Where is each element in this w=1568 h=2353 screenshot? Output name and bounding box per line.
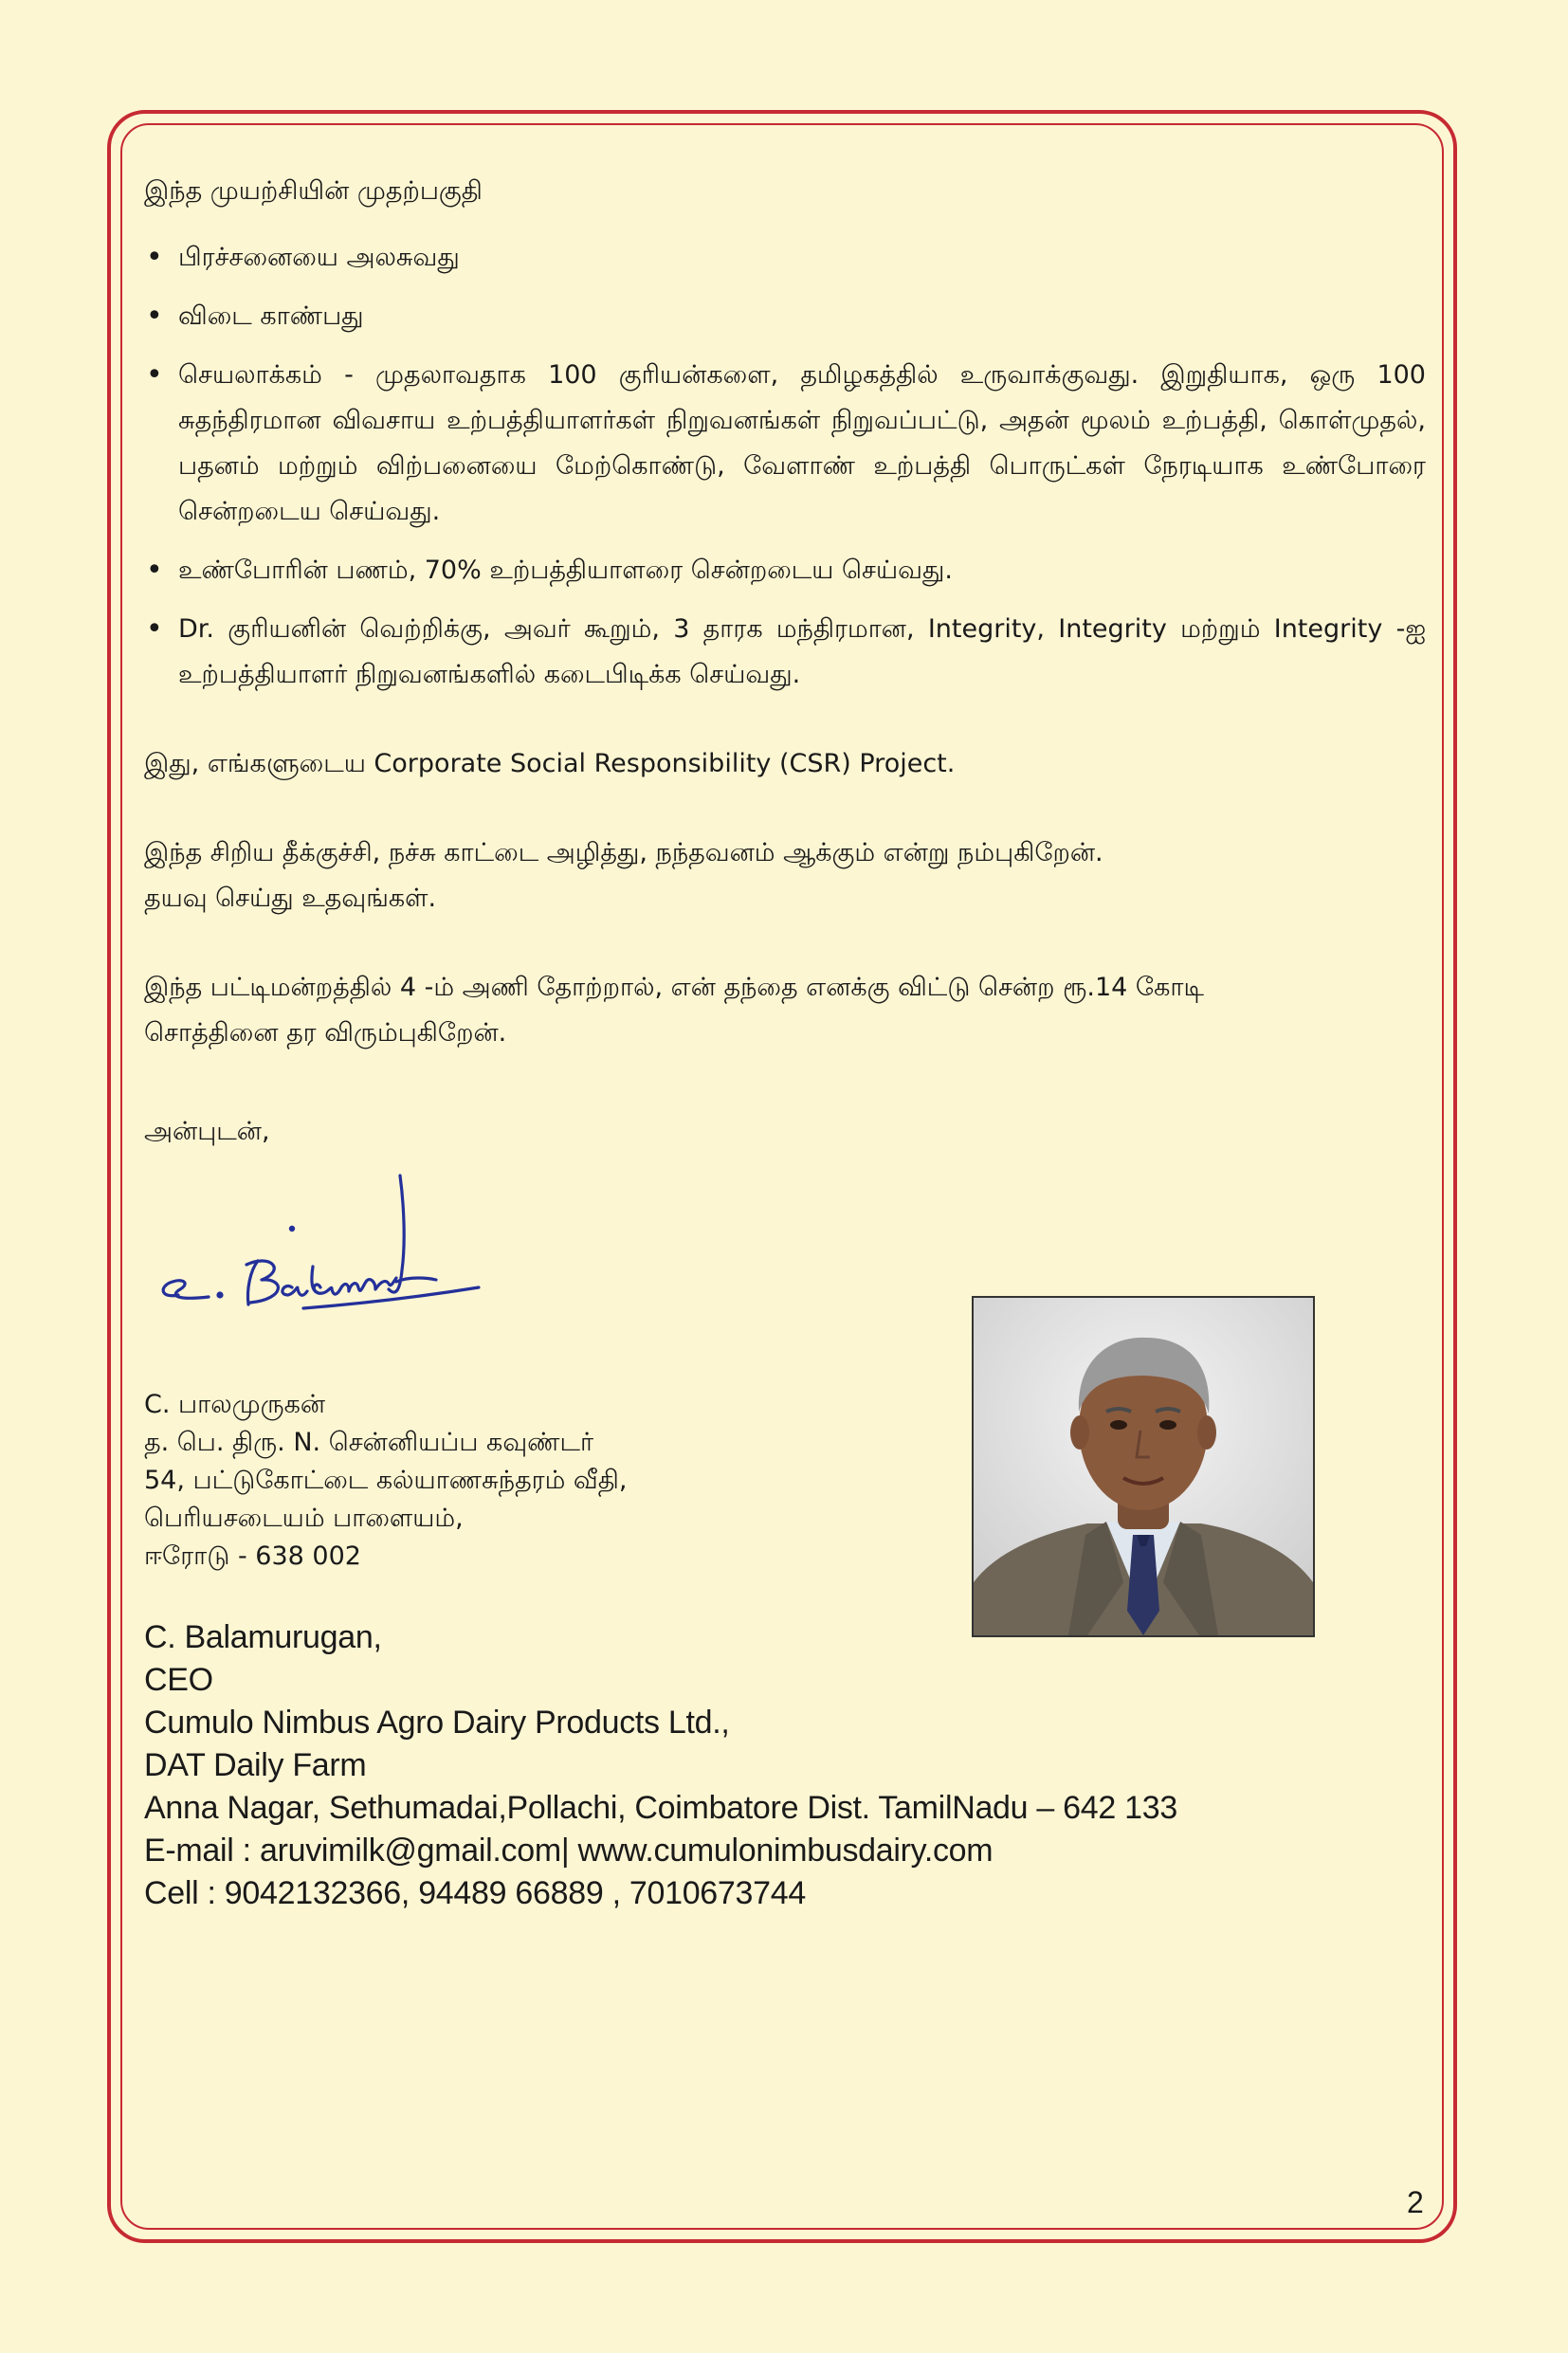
bullet-item: • விடை காண்பது bbox=[144, 294, 1426, 339]
section-heading: இந்த முயற்சியின் முதற்பகுதி bbox=[144, 176, 483, 206]
bullet-list bbox=[144, 235, 1426, 698]
address-line: த. பெ. திரு. N. சென்னியப்ப கவுண்டர் bbox=[144, 1428, 594, 1457]
bullet-icon: • bbox=[146, 241, 163, 274]
pledge-paragraph: இந்த பட்டிமன்றத்தில் 4 -ம் அணி தோற்றால், என் தந்தை எனக்கு விட்டு சென்ற ரூ.14 கோடி சொத்தினை தர விரும்புகிறேன். bbox=[144, 973, 1204, 1048]
csr-paragraph: இது, எங்களுடைய Corporate Social Responsibility (CSR) Project. bbox=[144, 749, 956, 778]
hope-paragraph: இந்த சிறிய தீக்குச்சி, நச்சு காட்டை அழித்து, நந்தவனம் ஆக்கும் என்று நம்புகிறேன். தயவு செய்து உதவுங்கள். bbox=[144, 838, 1103, 913]
bullet-icon: • bbox=[146, 554, 163, 587]
english-address-block bbox=[144, 1616, 1177, 1915]
bullet-item: • உண்போரின் பணம், 70% உற்பத்தியாளரை சென்றடைய செய்வது. bbox=[144, 548, 1426, 593]
page-number: 2 bbox=[1407, 2185, 1424, 2219]
address-line: பெரியசடையம் பாளையம், bbox=[144, 1504, 464, 1533]
closing-salutation: அன்புடன், bbox=[144, 1117, 270, 1146]
postal-address: Anna Nagar, Sethumadai,Pollachi, Coimbatore Dist. TamilNadu – 642 133 bbox=[144, 1790, 1177, 1826]
address-line: 54, பட்டுகோட்டை கல்யாணசுந்தரம் வீதி, bbox=[144, 1466, 628, 1495]
bullet-item: • செயலாக்கம் - முதலாவதாக 100 குரியன்களை, தமிழகத்தில் உருவாக்குவது. இறுதியாக, ஒரு 100 சுதந்திரமான விவசாய உற்பத்தியாளர்கள் நிறுவனங்கள் நிறுவப்பட்டு, அதன் மூலம் உற்பத்தி, கொள்முதல், பதனம் மற்றும் விற்பனையை மேற்கொண்டு, வேளாண் உற்பத்தி பொருட்கள் நேரடியாக உண்போரை சென்றடைய செய்வது. bbox=[144, 353, 1426, 535]
bullet-icon: • bbox=[146, 612, 163, 646]
portrait-photo bbox=[972, 1296, 1315, 1637]
bullet-icon: • bbox=[146, 358, 163, 392]
person-portrait-icon bbox=[974, 1298, 1313, 1635]
contact-name: C. Balamurugan, bbox=[144, 1619, 382, 1655]
company-name: Cumulo Nimbus Agro Dairy Products Ltd., bbox=[144, 1705, 730, 1741]
bullet-icon: • bbox=[146, 300, 163, 333]
bullet-item: • Dr. குரியனின் வெற்றிக்கு, அவர் கூறும், 3 தாரக மந்திரமான, Integrity, Integrity மற்றும் Integrity -ஐ உற்பத்தியாளர் நிறுவனங்களில் கடைபிடிக்க செய்வது. bbox=[144, 607, 1426, 698]
handwritten-signature bbox=[152, 1166, 512, 1356]
address-line: C. பாலமுருகன் bbox=[144, 1390, 326, 1419]
letter-body bbox=[144, 169, 1426, 1155]
email-website: E-mail : aruvimilk@gmail.com| www.cumulonimbusdairy.com bbox=[144, 1833, 994, 1869]
address-line: ஈரோடு - 638 002 bbox=[144, 1541, 361, 1571]
contact-title: CEO bbox=[144, 1662, 213, 1698]
bullet-item: • பிரச்சனையை அலசுவது bbox=[144, 235, 1426, 281]
farm-name: DAT Daily Farm bbox=[144, 1747, 367, 1783]
tamil-address-block bbox=[144, 1386, 627, 1576]
phone-numbers: Cell : 9042132366, 94489 66889 , 7010673744 bbox=[144, 1875, 806, 1911]
